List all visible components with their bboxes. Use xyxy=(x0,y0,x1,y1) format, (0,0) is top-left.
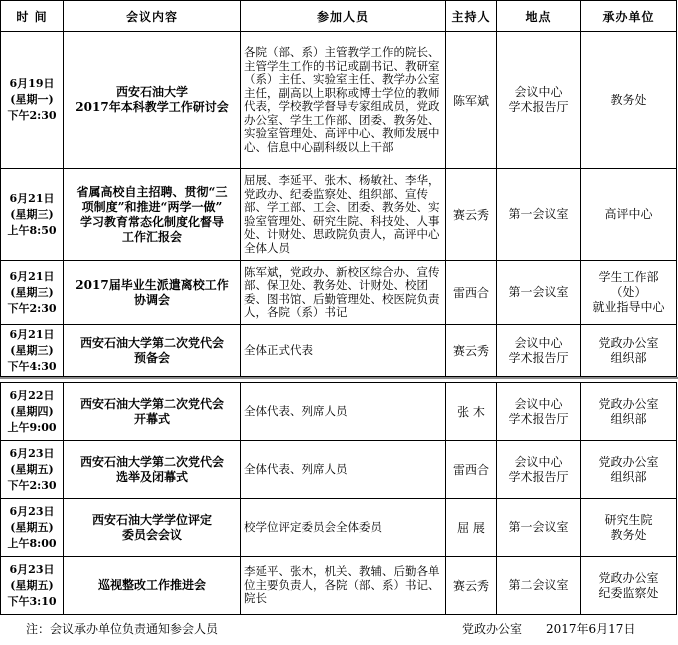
meeting-participants: 李延平、张木，机关、教辅、后勤各单位主要负责人，各院（部、系）书记、院长 xyxy=(241,557,446,615)
meeting-time: 6月21日 (星期三) 下午4:30 xyxy=(1,325,64,377)
meeting-location: 第一会议室 xyxy=(497,261,581,325)
meeting-organizer: 学生工作部 （处） 就业指导中心 xyxy=(581,261,677,325)
footer-signer: 党政办公室 xyxy=(462,622,523,636)
header-host: 主持人 xyxy=(446,1,497,32)
meeting-host: 张 木 xyxy=(446,383,497,441)
meeting-host: 赛云秀 xyxy=(446,557,497,615)
meeting-participants: 屈展、李延平、张木、杨敏社、李华，党政办、纪委监察处、组织部、宣传部、学工部、工会、团委、教务处、实验室管理处、研究生院、科技处、人事处、计财处、思政院负责人，高评中心全体人员 xyxy=(241,169,446,261)
meeting-time: 6月23日 (星期五) 下午2:30 xyxy=(1,441,64,499)
meeting-organizer: 党政办公室 组织部 xyxy=(581,441,677,499)
meeting-content: 省属高校自主招聘、贯彻“三 项制度”和推进“两学一做” 学习教育常态化制度化督导 工作汇报会 xyxy=(64,169,241,261)
meeting-content: 西安石油大学第二次党代会 选举及闭幕式 xyxy=(64,441,241,499)
footer-note: 注：会议承办单位负责通知参会人员 xyxy=(26,622,219,636)
table-row xyxy=(1,325,677,377)
meeting-organizer: 党政办公室 纪委监察处 xyxy=(581,557,677,615)
meeting-host: 陈军斌 xyxy=(446,32,497,169)
meeting-time: 6月21日 (星期三) 上午8:50 xyxy=(1,169,64,261)
meeting-host: 雷西合 xyxy=(446,261,497,325)
header-time: 时 间 xyxy=(1,1,64,32)
meeting-content: 巡视整改工作推进会 xyxy=(64,557,241,615)
schedule-table-bottom xyxy=(0,382,677,615)
meeting-host: 赛云秀 xyxy=(446,169,497,261)
meeting-participants: 全体代表、列席人员 xyxy=(241,441,446,499)
table-row xyxy=(1,169,677,261)
meeting-time: 6月23日 (星期五) 下午3:10 xyxy=(1,557,64,615)
meeting-content: 西安石油大学 2017年本科教学工作研讨会 xyxy=(64,32,241,169)
meeting-location: 会议中心 学术报告厅 xyxy=(497,32,581,169)
header-content: 会议内容 xyxy=(64,1,241,32)
footer-date: 2017年6月17日 xyxy=(546,622,636,636)
meeting-content: 2017届毕业生派遣离校工作 协调会 xyxy=(64,261,241,325)
meeting-participants: 校学位评定委员会全体委员 xyxy=(241,499,446,557)
meeting-location: 会议中心 学术报告厅 xyxy=(497,441,581,499)
meeting-organizer: 研究生院 教务处 xyxy=(581,499,677,557)
meeting-host: 赛云秀 xyxy=(446,325,497,377)
meeting-time: 6月21日 (星期三) 下午2:30 xyxy=(1,261,64,325)
meeting-time: 6月19日 (星期一) 下午2:30 xyxy=(1,32,64,169)
meeting-location: 第一会议室 xyxy=(497,499,581,557)
meeting-time: 6月23日 (星期五) 上午8:00 xyxy=(1,499,64,557)
header-organizer: 承办单位 xyxy=(581,1,677,32)
page-divider xyxy=(0,377,678,379)
meeting-location: 第一会议室 xyxy=(497,169,581,261)
meeting-organizer: 教务处 xyxy=(581,32,677,169)
meeting-host: 屈 展 xyxy=(446,499,497,557)
table-row xyxy=(1,32,677,169)
meeting-location: 会议中心 学术报告厅 xyxy=(497,383,581,441)
header-row xyxy=(1,1,677,32)
meeting-content: 西安石油大学第二次党代会 开幕式 xyxy=(64,383,241,441)
table-row xyxy=(1,261,677,325)
header-location: 地点 xyxy=(497,1,581,32)
meeting-content: 西安石油大学第二次党代会 预备会 xyxy=(64,325,241,377)
meeting-organizer: 党政办公室 组织部 xyxy=(581,383,677,441)
table-row xyxy=(1,441,677,499)
meeting-location: 会议中心 学术报告厅 xyxy=(497,325,581,377)
table-row xyxy=(1,499,677,557)
table-row xyxy=(1,557,677,615)
meeting-location: 第二会议室 xyxy=(497,557,581,615)
meeting-participants: 陈军斌，党政办、新校区综合办、宣传部、保卫处、教务处、计财处、校团委、图书馆、后勤管理处、校医院负责人，各院（系）书记 xyxy=(241,261,446,325)
meeting-organizer: 党政办公室 组织部 xyxy=(581,325,677,377)
meeting-time: 6月22日 (星期四) 上午9:00 xyxy=(1,383,64,441)
meeting-content: 西安石油大学学位评定 委员会会议 xyxy=(64,499,241,557)
meeting-participants: 各院（部、系）主管教学工作的院长、主管学生工作的书记或副书记、教研室（系）主任、实验室主任、教学办公室主任，副高以上职称或博士学位的教师代表，学校教学督导专家组成员，党政办公室、学生工作部、团委、教务处、实验室管理处、高评中心、教师发展中心、信息中心副科级以上干部 xyxy=(241,32,446,169)
meeting-participants: 全体代表、列席人员 xyxy=(241,383,446,441)
meeting-participants: 全体正式代表 xyxy=(241,325,446,377)
meeting-host: 雷西合 xyxy=(446,441,497,499)
meeting-organizer: 高评中心 xyxy=(581,169,677,261)
table-row xyxy=(1,383,677,441)
header-participants: 参加人员 xyxy=(241,1,446,32)
